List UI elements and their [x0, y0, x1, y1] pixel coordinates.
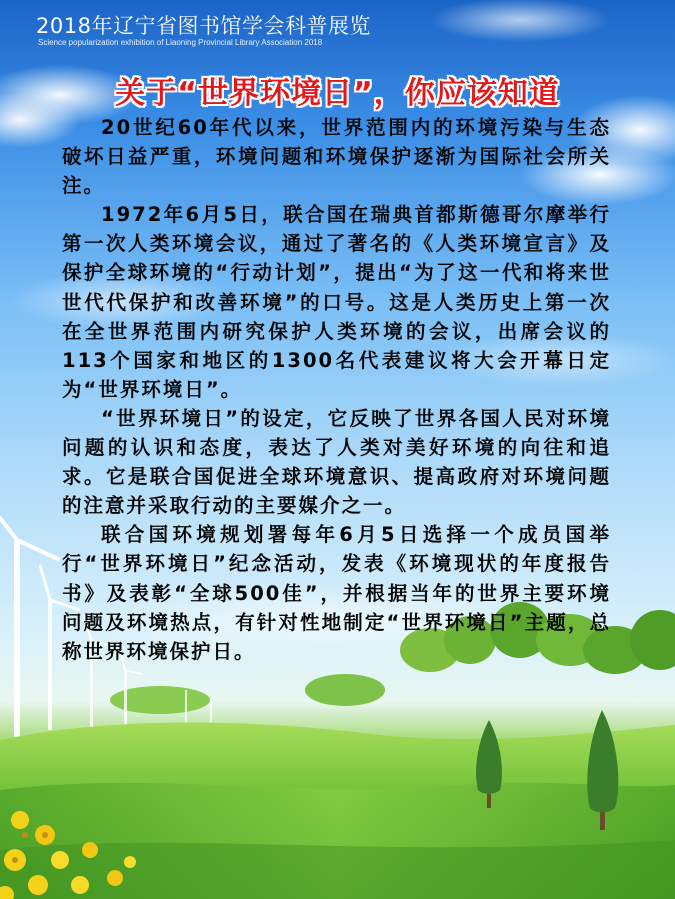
exhibition-subtitle: Science popularization exhibition of Liaoning Provincial Library Association 2018: [38, 38, 323, 47]
article-body: [62, 113, 611, 666]
paragraph: 联合国环境规划署每年6月5日选择一个成员国举行“世界环境日”纪念活动，发表《环境现状的年度报告书》及表彰“全球500佳”，并根据当年的世界主要环境问题及环境热点，有针对性地制定“世界环境日”主题，总称世界环境保护日。: [62, 523, 611, 663]
paragraph: 1972年6月5日，联合国在瑞典首都斯德哥尔摩举行第一次人类环境会议，通过了著名的《人类环境宣言》及保护全球环境的“行动计划”，提出“为了这一代和将来世世代代保护和改善环境”的口号。这是人类历史上第一次在全世界范围内研究保护人类环境的会议，出席会议的113个国家和地区的1300名代表建议将大会开幕日定为“世界环境日”。: [62, 203, 611, 401]
paragraph: “世界环境日”的设定，它反映了世界各国人民对环境问题的认识和态度，表达了人类对美好环境的向往和追求。它是联合国促进全球环境意识、提高政府对环境问题的注意并采取行动的主要媒介之一。: [62, 406, 611, 518]
exhibition-title: 2018年辽宁省图书馆学会科普展览: [36, 14, 371, 38]
headline: 关于“世界环境日”，你应该知道: [115, 76, 560, 111]
paragraph: 20世纪60年代以来，世界范围内的环境污染与生态破坏日益严重，环境问题和环境保护逐渐为国际社会所关注。: [62, 116, 611, 198]
